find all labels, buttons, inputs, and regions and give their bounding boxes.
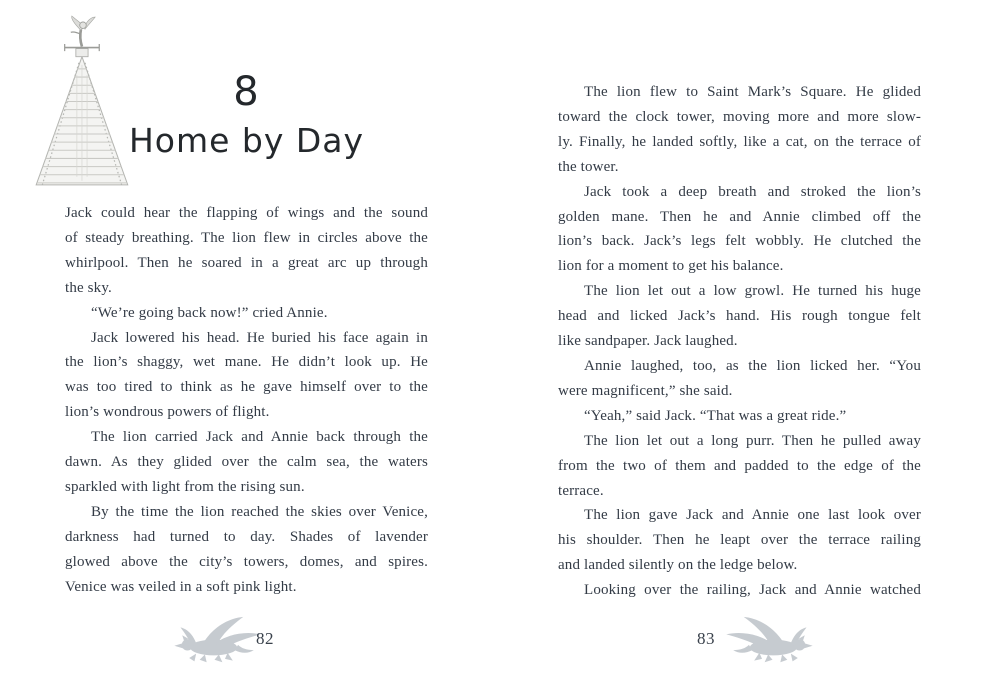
paragraph <box>558 180 921 280</box>
text-line: were magnificent,” she said. <box>558 382 733 399</box>
paragraph <box>65 201 428 301</box>
text-line: Jack took a deep breath and stroked the lion’s <box>584 183 921 200</box>
left-page-text <box>65 201 428 600</box>
text-line: of steady breathing. The lion flew in circles above the <box>65 229 428 246</box>
text-line: his shoulder. Then he leapt over the terrace railing <box>558 532 921 549</box>
text-line: was too tired to think as he gave himself over to the <box>65 379 428 396</box>
text-line: the tower. <box>558 158 619 175</box>
paragraph <box>65 500 428 600</box>
text-line: whirlpool. Then he soared in a great arc up through <box>65 254 428 271</box>
text-line: Annie laughed, too, as the lion licked her. “You <box>584 357 921 374</box>
paragraph <box>65 425 428 500</box>
paragraph <box>65 326 428 426</box>
text-line: toward the clock tower, moving more and more slow- <box>558 108 921 125</box>
text-line: the lion’s shaggy, wet mane. He didn’t look up. He <box>65 354 428 371</box>
chapter-heading <box>65 56 428 160</box>
text-line: The lion gave Jack and Annie one last look over <box>584 507 921 524</box>
paragraph <box>558 503 921 578</box>
text-line: The lion let out a long purr. Then he pulled away <box>584 432 921 449</box>
page-number-left: 82 <box>256 629 274 648</box>
text-line: lion’s back. Jack’s legs felt wobbly. He clutched the <box>558 233 921 250</box>
text-line: darkness had turned to day. Shades of lavender <box>65 528 428 545</box>
winged-lion-icon <box>721 611 817 663</box>
text-line: dawn. As they glided over the calm sea, the waters <box>65 454 428 471</box>
paragraph <box>558 354 921 404</box>
chapter-title: Home by Day <box>128 121 365 160</box>
text-line: like sandpaper. Jack laughed. <box>558 333 738 350</box>
text-line: sparkled with light from the rising sun. <box>65 478 305 495</box>
text-line: glowed above the city’s towers, domes, and spires. <box>65 553 428 570</box>
paragraph <box>558 279 921 354</box>
text-line: golden mane. Then he and Annie climbed off the <box>558 208 921 225</box>
text-line: ly. Finally, he landed softly, like a cat, on the terrace of <box>558 133 921 150</box>
text-line: lion for a moment to get his balance. <box>558 258 784 275</box>
chapter-number: 8 <box>233 69 260 115</box>
right-page-text <box>558 80 921 603</box>
text-line: and landed silently on the ledge below. <box>558 557 798 574</box>
text-line: lion’s wondrous powers of flight. <box>65 404 270 421</box>
paragraph <box>558 80 921 180</box>
text-line: The lion flew to Saint Mark’s Square. He glided <box>584 84 921 100</box>
text-line: The lion let out a low growl. He turned his huge <box>584 283 921 300</box>
text-line: from the two of them and padded to the edge of the <box>558 457 921 474</box>
text-line: Jack lowered his head. He buried his face again in <box>91 329 428 346</box>
text-line: the sky. <box>65 279 112 296</box>
paragraph <box>65 301 428 326</box>
text-line: Venice was veiled in a soft pink light. <box>65 578 297 595</box>
text-line: “We’re going back now!” cried Annie. <box>91 304 328 321</box>
paragraph <box>558 429 921 504</box>
page-number-right: 83 <box>697 629 715 648</box>
text-line: The lion carried Jack and Annie back through the <box>91 429 428 446</box>
text-line: head and licked Jack’s hand. His rough tongue felt <box>558 308 921 325</box>
text-line: Looking over the railing, Jack and Annie watched <box>584 582 921 599</box>
text-line: By the time the lion reached the skies over Venice, <box>91 503 428 520</box>
paragraph <box>558 404 921 429</box>
text-line: terrace. <box>558 482 604 499</box>
winged-lion-icon <box>170 611 266 663</box>
text-line: Jack could hear the flapping of wings and the sound <box>65 205 428 221</box>
paragraph <box>558 578 921 603</box>
text-line: “Yeah,” said Jack. “That was a great ride.” <box>584 407 847 424</box>
